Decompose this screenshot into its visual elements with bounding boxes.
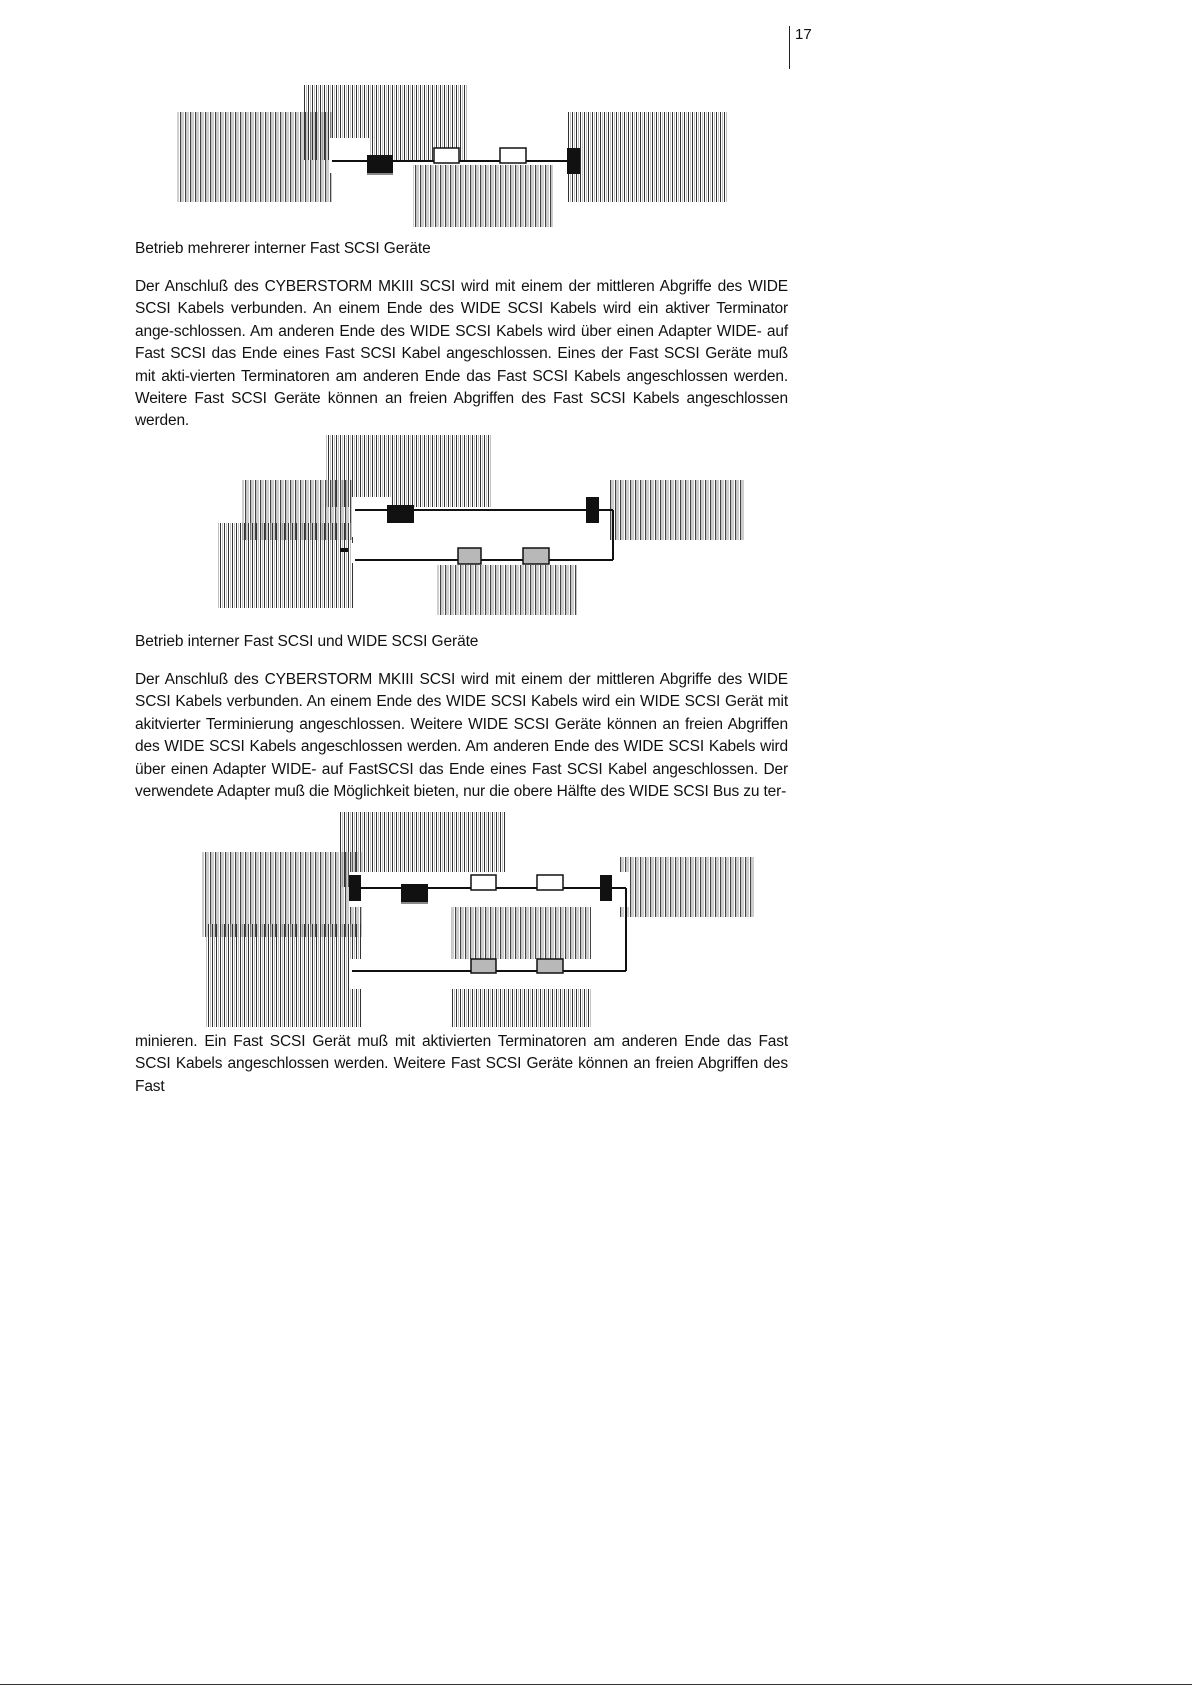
figure-caption: Betrieb mehrerer interner Fast SCSI Geräte <box>135 240 431 257</box>
device-box <box>500 148 526 163</box>
diagram-fast-scsi-chain <box>0 80 1192 230</box>
hatched-label-right <box>619 857 754 917</box>
hatched-label-left-bottom <box>206 924 361 1027</box>
wide-terminated-device <box>349 875 361 901</box>
controller-block <box>367 155 393 173</box>
diagram-wide-to-fast-scsi <box>0 435 1192 615</box>
body-paragraph: minieren. Ein Fast SCSI Gerät muß mit aktivierten Terminatoren am anderen Ende das Fast SCSI Kabels angeschlossen werden. Weitere Fast SCSI Geräte können an freien Abgriffen des Fast <box>135 1033 788 1095</box>
body-paragraph: Der Anschluß des CYBERSTORM MKIII SCSI wird mit einem der mittleren Abgriffe des WIDE SCSI Kabels verbunden. An einem Ende des WIDE SCSI Kabels wird ein WIDE SCSI Gerät mit akitvierter Terminierung angeschlossen. Weitere WIDE SCSI Geräte können an freien Abgriffen des WIDE SCSI Kabels angeschlossen werden. Am anderen Ende des WIDE SCSI Kabels wird über einen Adapter WIDE- auf FastSCSI das Ende eines Fast SCSI Kabel angeschlossen. Der verwendete Adapter muß die Möglichkeit bieten, nur die obere Hälfte des WIDE SCSI Bus zu ter- <box>135 671 788 801</box>
fast-device-box <box>471 959 496 973</box>
controller-block <box>401 884 428 902</box>
device-box <box>434 148 459 163</box>
page-number-rule <box>789 26 790 69</box>
diagram-wide-and-fast-scsi <box>0 812 1192 1027</box>
hatched-label-right <box>610 480 745 540</box>
terminator-block <box>586 497 599 523</box>
hatched-label-bottom <box>413 165 553 227</box>
wide-device-box <box>537 875 563 890</box>
hatched-label-right <box>567 112 727 202</box>
fast-device-box <box>458 548 481 564</box>
wide-device-box <box>471 875 496 890</box>
fast-device-box <box>537 959 563 973</box>
controller-block <box>387 505 414 523</box>
terminator-block <box>600 875 612 901</box>
figure-caption: Betrieb interner Fast SCSI und WIDE SCSI Geräte <box>135 633 479 650</box>
body-paragraph: Der Anschluß des CYBERSTORM MKIII SCSI wird mit einem der mittleren Abgriffe des WIDE SCSI Kabels verbunden. An einem Ende des WIDE SCSI Kabels wird ein aktiver Terminator ange-schlossen. Am anderen Ende des WIDE SCSI Kabels wird über einen Adapter WIDE- auf Fast SCSI das Ende eines Fast SCSI Kabel angeschlossen. Eines der Fast SCSI Geräte muß mit akti-vierten Terminatoren am anderen Ende das Fast SCSI Kabels angeschlossen werden. Weitere Fast SCSI Geräte können an freien Abgriffen des Fast SCSI Kabels angeschlossen werden. <box>135 278 788 430</box>
hatched-label-left-bottom <box>218 523 353 608</box>
hatched-label-middle <box>451 902 591 962</box>
hatched-label-bottom <box>437 565 577 615</box>
fast-device-box <box>523 548 549 564</box>
page-number: 17 <box>795 26 812 43</box>
terminator-block <box>567 148 580 174</box>
terminator-small <box>340 548 348 552</box>
